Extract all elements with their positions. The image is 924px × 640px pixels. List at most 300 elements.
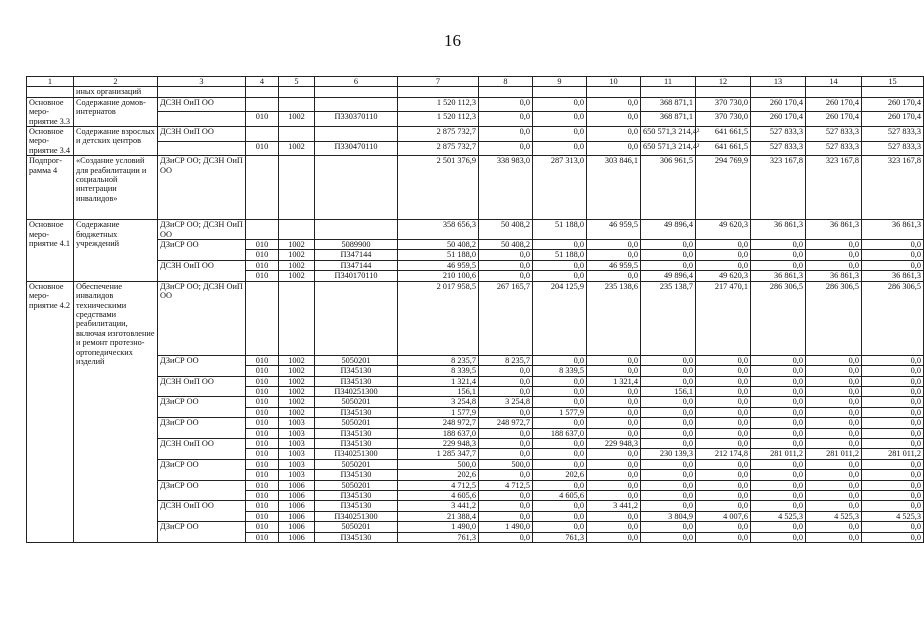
table-cell: Содержание бюджетных учреждений xyxy=(74,220,158,281)
table-cell: 260 170,4 xyxy=(806,112,862,127)
table-cell: 202,6 xyxy=(398,470,479,480)
table-cell xyxy=(27,87,74,97)
table-cell: 527 833,3 xyxy=(806,141,862,156)
table-cell: 0,0 xyxy=(479,97,533,112)
table-cell: 46 959,5 xyxy=(587,260,641,270)
table-cell: 1003 xyxy=(279,459,315,469)
table-cell: 0,0 xyxy=(479,449,533,459)
table-cell: 2 875 732,7 xyxy=(398,141,479,156)
table-cell: 0,0 xyxy=(533,141,587,156)
table-cell: 0,0 xyxy=(696,250,751,260)
table-cell: 4 007,6 xyxy=(696,511,751,521)
table-cell: 0,0 xyxy=(696,418,751,428)
table-cell: 500,0 xyxy=(479,459,533,469)
table-cell: 0,0 xyxy=(533,386,587,396)
table-cell: 1002 xyxy=(279,260,315,270)
table-cell: 0,0 xyxy=(806,386,862,396)
table-cell: 0,0 xyxy=(587,366,641,376)
table-cell: 527 833,3 xyxy=(751,127,806,142)
table-cell: «Создание условий для реабилитации и социальной интеграции инвалидов» xyxy=(74,156,158,220)
table-cell: ДЗиСР ОО xyxy=(158,522,246,543)
table-cell: 4 605,6 xyxy=(398,490,479,500)
table-cell: 0,0 xyxy=(751,480,806,490)
table-cell xyxy=(279,87,315,97)
table-cell: 0,0 xyxy=(696,366,751,376)
table-cell xyxy=(246,220,279,240)
table-row xyxy=(27,127,924,142)
table-cell: 0,0 xyxy=(806,418,862,428)
table-cell: 50 408,2 xyxy=(398,240,479,250)
table-cell: 49 620,3 xyxy=(696,271,751,281)
table-row xyxy=(27,438,924,448)
table-row xyxy=(27,97,924,112)
table-cell: 323 167,8 xyxy=(806,156,862,220)
table-cell: 188 637,0 xyxy=(533,428,587,438)
table-cell: 0,0 xyxy=(862,418,924,428)
table-cell: 5089900 xyxy=(315,240,398,250)
table-cell: 0,0 xyxy=(862,522,924,532)
table-cell: Подпрог-рамма 4 xyxy=(27,156,74,220)
table-cell: 235 138,6 xyxy=(587,281,641,355)
table-row xyxy=(27,376,924,386)
table-cell xyxy=(315,156,398,220)
table-cell: 010 xyxy=(246,522,279,532)
table-cell: 5050201 xyxy=(315,355,398,365)
table-cell xyxy=(315,281,398,355)
table-cell: 0,0 xyxy=(479,490,533,500)
table-cell: 0,0 xyxy=(479,250,533,260)
table-cell: П340251300 xyxy=(315,511,398,521)
table-cell: 0,0 xyxy=(696,428,751,438)
table-cell: 210 100,6 xyxy=(398,271,479,281)
table-cell: 294 769,9 xyxy=(696,156,751,220)
table-cell: 1002 xyxy=(279,366,315,376)
table-cell: 1 490,0 xyxy=(479,522,533,532)
table-cell: 51 188,0 xyxy=(533,220,587,240)
table-cell: ДЗиСР ОО; ДСЗН ОиП ОО xyxy=(158,220,246,240)
table-cell: 2 501 376,9 xyxy=(398,156,479,220)
table-cell: 0,0 xyxy=(806,366,862,376)
table-cell xyxy=(279,220,315,240)
table-cell: 761,3 xyxy=(398,532,479,542)
table-cell: 0,0 xyxy=(751,366,806,376)
table-cell: Содержание взрослых и детских центров xyxy=(74,127,158,156)
table-cell: 0,0 xyxy=(751,355,806,365)
table-cell: 641 661,5 xyxy=(696,127,751,142)
table-cell: 1006 xyxy=(279,511,315,521)
table-cell: 0,0 xyxy=(751,522,806,532)
table-cell: П330370110 xyxy=(315,112,398,127)
table-cell: 0,0 xyxy=(641,438,696,448)
table-row xyxy=(27,112,924,127)
header-cell: 6 xyxy=(315,77,398,87)
table-cell: 0,0 xyxy=(641,260,696,270)
header-cell: 8 xyxy=(479,77,533,87)
header-cell: 3 xyxy=(158,77,246,87)
table-cell: 0,0 xyxy=(587,97,641,112)
table-cell: 010 xyxy=(246,271,279,281)
table-cell: 0,0 xyxy=(696,407,751,417)
table-cell: 202,6 xyxy=(533,470,587,480)
table-cell: 0,0 xyxy=(587,490,641,500)
table-cell: 5050201 xyxy=(315,397,398,407)
table-cell: 0,0 xyxy=(696,438,751,448)
table-cell: 0,0 xyxy=(751,250,806,260)
table-cell: 0,0 xyxy=(751,386,806,396)
table-cell: 248 972,7 xyxy=(398,418,479,428)
table-cell: П340170110 xyxy=(315,271,398,281)
table-cell: 370 730,0 xyxy=(696,97,751,112)
table-cell: 641 661,5 xyxy=(696,141,751,156)
table-cell: 0,0 xyxy=(862,428,924,438)
table-cell: 010 xyxy=(246,407,279,417)
table-cell: П345130 xyxy=(315,366,398,376)
table-cell: 212 174,8 xyxy=(696,449,751,459)
table-cell: 0,0 xyxy=(696,260,751,270)
table-cell: 156,1 xyxy=(398,386,479,396)
header-cell: 15 xyxy=(862,77,924,87)
header-cell: 14 xyxy=(806,77,862,87)
table-cell: 8 235,7 xyxy=(398,355,479,365)
table-cell: 527 833,3 xyxy=(862,127,924,142)
table-cell: 1 520 112,3 xyxy=(398,97,479,112)
table-cell: 368 871,1 xyxy=(641,97,696,112)
table-cell xyxy=(751,87,806,97)
table-cell: 0,0 xyxy=(751,418,806,428)
table-cell: Основное меро-приятие 3.4 xyxy=(27,127,74,156)
header-cell: 4 xyxy=(246,77,279,87)
table-cell: 21 388,4 xyxy=(398,511,479,521)
table-cell: 4 605,6 xyxy=(533,490,587,500)
table-cell: ДЗиСР ОО xyxy=(158,240,246,261)
table-cell: 260 170,4 xyxy=(751,97,806,112)
table-cell: 36 861,3 xyxy=(806,220,862,240)
table-cell: 0,0 xyxy=(479,366,533,376)
table-cell: 36 861,3 xyxy=(862,220,924,240)
table-cell: 010 xyxy=(246,112,279,127)
table-cell: 49 896,4 xyxy=(641,271,696,281)
table-cell: Основное меро-приятие 4.2 xyxy=(27,281,74,542)
table-cell: 0,0 xyxy=(587,532,641,542)
table-row xyxy=(27,220,924,240)
table-cell: П345130 xyxy=(315,438,398,448)
table-row xyxy=(27,156,924,220)
table-cell: 1003 xyxy=(279,449,315,459)
table-cell xyxy=(246,281,279,355)
table-cell: 0,0 xyxy=(696,459,751,469)
table-cell: 0,0 xyxy=(587,418,641,428)
table-cell: П345130 xyxy=(315,532,398,542)
table-cell: 4 712,5 xyxy=(479,480,533,490)
table-cell: 358 656,3 xyxy=(398,220,479,240)
table-cell: 0,0 xyxy=(862,376,924,386)
table-cell: 1006 xyxy=(279,490,315,500)
table-cell: 0,0 xyxy=(641,240,696,250)
table-cell: 0,0 xyxy=(587,480,641,490)
header-cell: 2 xyxy=(74,77,158,87)
table-cell: 500,0 xyxy=(398,459,479,469)
table-cell: 0,0 xyxy=(533,97,587,112)
table-cell: 0,0 xyxy=(641,501,696,511)
table-cell: 0,0 xyxy=(587,407,641,417)
table-cell: 010 xyxy=(246,386,279,396)
header-cell: 1 xyxy=(27,77,74,87)
table-cell: 0,0 xyxy=(587,141,641,156)
table-cell: 010 xyxy=(246,366,279,376)
table-cell xyxy=(696,87,751,97)
table-cell: 010 xyxy=(246,428,279,438)
table-cell: 0,0 xyxy=(641,480,696,490)
table-cell: 0,0 xyxy=(696,490,751,500)
table-cell: 50 408,2 xyxy=(479,220,533,240)
table-cell: 0,0 xyxy=(641,366,696,376)
table-cell: 0,0 xyxy=(862,459,924,469)
table-cell xyxy=(279,97,315,112)
table-row xyxy=(27,141,924,156)
table-cell: 0,0 xyxy=(806,397,862,407)
table-cell: ДЗиСР ОО xyxy=(158,397,246,418)
table-cell: 8 235,7 xyxy=(479,355,533,365)
table-cell: 0,0 xyxy=(862,260,924,270)
table-cell: 010 xyxy=(246,376,279,386)
table-cell: 5050201 xyxy=(315,522,398,532)
table-cell: П330470110 xyxy=(315,141,398,156)
table-cell: 306 961,5 xyxy=(641,156,696,220)
table-cell: 0,0 xyxy=(587,271,641,281)
table-cell: 3 441,2 xyxy=(587,501,641,511)
table-cell: 1002 xyxy=(279,397,315,407)
table-cell: 0,0 xyxy=(806,532,862,542)
table-cell: 0,0 xyxy=(696,480,751,490)
table-cell xyxy=(246,156,279,220)
table-cell: 230 139,3 xyxy=(641,449,696,459)
table-cell: 0,0 xyxy=(641,418,696,428)
table-cell: 0,0 xyxy=(862,250,924,260)
table-cell: 3 441,2 xyxy=(398,501,479,511)
table-cell: 0,0 xyxy=(641,459,696,469)
table-cell: 1002 xyxy=(279,141,315,156)
budget-table xyxy=(26,76,924,543)
table-cell: 0,0 xyxy=(533,418,587,428)
table-cell: П345130 xyxy=(315,490,398,500)
table-cell: 51 188,0 xyxy=(398,250,479,260)
table-cell: 1002 xyxy=(279,376,315,386)
table-cell: 1002 xyxy=(279,355,315,365)
table-cell: 0,0 xyxy=(479,376,533,386)
table-cell: 0,0 xyxy=(479,501,533,511)
table-cell: Обеспечение инвалидов техническими средствами реабилитации, включая изготовление и ремонт протезно-ортопедических изделий xyxy=(74,281,158,542)
table-cell: 286 306,5 xyxy=(806,281,862,355)
table-cell: 260 170,4 xyxy=(862,112,924,127)
table-cell xyxy=(158,141,246,156)
table-cell: 0,0 xyxy=(751,240,806,250)
table-row xyxy=(27,397,924,407)
table-cell xyxy=(158,112,246,127)
table-cell xyxy=(315,87,398,97)
table-cell: ДСЗН ОиП ОО xyxy=(158,438,246,459)
table-cell: 0,0 xyxy=(641,470,696,480)
table-cell: 4 525,3 xyxy=(862,511,924,521)
table-cell: 0,0 xyxy=(533,271,587,281)
table-row xyxy=(27,522,924,532)
table-cell: 0,0 xyxy=(587,240,641,250)
table-cell: 010 xyxy=(246,260,279,270)
table-cell: 0,0 xyxy=(641,355,696,365)
table-cell xyxy=(279,127,315,142)
table-cell: 0,0 xyxy=(806,407,862,417)
table-cell: 0,0 xyxy=(479,438,533,448)
table-cell: 0,0 xyxy=(641,250,696,260)
header-cell: 11 xyxy=(641,77,696,87)
table-cell: 0,0 xyxy=(806,260,862,270)
table-cell: 0,0 xyxy=(641,407,696,417)
table-cell: 650 571,3 214,4² xyxy=(641,127,696,142)
table-cell: ДСЗН ОиП ОО xyxy=(158,260,246,281)
table-cell: 46 959,5 xyxy=(587,220,641,240)
table-cell: 0,0 xyxy=(479,532,533,542)
table-cell: 1003 xyxy=(279,418,315,428)
table-cell: 0,0 xyxy=(641,376,696,386)
table-cell: 248 972,7 xyxy=(479,418,533,428)
table-cell xyxy=(315,127,398,142)
table-cell: 4 525,3 xyxy=(806,511,862,521)
table-cell: 0,0 xyxy=(587,112,641,127)
table-cell: 2 017 958,5 xyxy=(398,281,479,355)
table-cell: 8 339,5 xyxy=(533,366,587,376)
table-cell: 1003 xyxy=(279,438,315,448)
table-cell xyxy=(587,87,641,97)
table-cell: 010 xyxy=(246,355,279,365)
table-cell: 0,0 xyxy=(806,501,862,511)
table-cell: 0,0 xyxy=(533,459,587,469)
table-cell: 0,0 xyxy=(533,112,587,127)
table-cell: ДЗиСР ОО; ДСЗН ОиП ОО xyxy=(158,156,246,220)
table-cell: 49 620,3 xyxy=(696,220,751,240)
table-cell: 235 138,7 xyxy=(641,281,696,355)
table-cell: 323 167,8 xyxy=(751,156,806,220)
table-cell: П345130 xyxy=(315,501,398,511)
table-cell: 0,0 xyxy=(806,470,862,480)
table-cell: 50 408,2 xyxy=(479,240,533,250)
table-cell: 1003 xyxy=(279,470,315,480)
table-cell: 1006 xyxy=(279,480,315,490)
table-cell: 36 861,3 xyxy=(751,271,806,281)
table-cell: 527 833,3 xyxy=(751,141,806,156)
table-cell: 8 339,5 xyxy=(398,366,479,376)
table-cell: 0,0 xyxy=(696,470,751,480)
table-cell: 286 306,5 xyxy=(862,281,924,355)
table-cell: 51 188,0 xyxy=(533,250,587,260)
table-cell: 0,0 xyxy=(479,127,533,142)
page-number: 16 xyxy=(444,31,461,50)
table-cell: 0,0 xyxy=(533,501,587,511)
table-cell: 0,0 xyxy=(533,397,587,407)
table-cell: 1 490,0 xyxy=(398,522,479,532)
table-cell: 010 xyxy=(246,459,279,469)
table-cell: 0,0 xyxy=(479,271,533,281)
table-cell: 46 959,5 xyxy=(398,260,479,270)
table-cell: 0,0 xyxy=(696,522,751,532)
table-cell: 0,0 xyxy=(479,112,533,127)
table-cell: 281 011,2 xyxy=(751,449,806,459)
table-cell: 0,0 xyxy=(806,522,862,532)
table-cell: 0,0 xyxy=(806,438,862,448)
table-cell: 650 571,3 214,4² xyxy=(641,141,696,156)
table-cell: 260 170,4 xyxy=(751,112,806,127)
table-cell: 0,0 xyxy=(587,449,641,459)
table-cell: 3 254,8 xyxy=(398,397,479,407)
table-cell: 0,0 xyxy=(862,490,924,500)
table-cell: 1 321,4 xyxy=(398,376,479,386)
table-cell: 1002 xyxy=(279,240,315,250)
table-cell: 010 xyxy=(246,511,279,521)
table-cell: 0,0 xyxy=(479,141,533,156)
table-cell: 010 xyxy=(246,532,279,542)
table-cell: 0,0 xyxy=(751,397,806,407)
table-cell: 0,0 xyxy=(479,428,533,438)
table-cell: 0,0 xyxy=(806,480,862,490)
table-cell: 36 861,3 xyxy=(751,220,806,240)
table-cell: 4 712,5 xyxy=(398,480,479,490)
table-cell: 0,0 xyxy=(862,470,924,480)
table-cell: 1006 xyxy=(279,522,315,532)
table-cell: 1006 xyxy=(279,501,315,511)
table-cell: 0,0 xyxy=(751,260,806,270)
table-cell: 0,0 xyxy=(479,470,533,480)
table-cell: 1 520 112,3 xyxy=(398,112,479,127)
table-cell: ДСЗН ОиП ОО xyxy=(158,376,246,397)
table-cell: 010 xyxy=(246,501,279,511)
table-cell: 0,0 xyxy=(751,501,806,511)
table-cell: Основное меро-приятие 3.3 xyxy=(27,97,74,126)
table-row xyxy=(27,355,924,365)
table-cell: 0,0 xyxy=(533,449,587,459)
table-cell: 281 011,2 xyxy=(862,449,924,459)
table-cell: 1 577,9 xyxy=(533,407,587,417)
table-cell: 156,1 xyxy=(641,386,696,396)
table-cell xyxy=(641,87,696,97)
table-cell: 0,0 xyxy=(862,480,924,490)
table-cell: 204 125,9 xyxy=(533,281,587,355)
table-cell xyxy=(279,281,315,355)
table-cell: 1002 xyxy=(279,271,315,281)
table-cell: 527 833,3 xyxy=(806,127,862,142)
table-cell: 0,0 xyxy=(806,376,862,386)
table-cell: 229 948,3 xyxy=(587,438,641,448)
table-cell: 0,0 xyxy=(806,250,862,260)
table-cell: 0,0 xyxy=(587,127,641,142)
table-cell: 0,0 xyxy=(479,386,533,396)
table-cell: 010 xyxy=(246,418,279,428)
table-cell: 370 730,0 xyxy=(696,112,751,127)
table-cell: 010 xyxy=(246,397,279,407)
table-cell: 1006 xyxy=(279,532,315,542)
table-cell: ДСЗН ОиП ОО xyxy=(158,501,246,522)
table-cell: П345130 xyxy=(315,376,398,386)
table-cell xyxy=(315,97,398,112)
table-cell: 0,0 xyxy=(641,397,696,407)
table-cell: 1002 xyxy=(279,407,315,417)
table-cell: 1 577,9 xyxy=(398,407,479,417)
table-cell: 0,0 xyxy=(533,480,587,490)
table-cell: П340251300 xyxy=(315,449,398,459)
table-cell: 010 xyxy=(246,438,279,448)
table-cell: 0,0 xyxy=(533,522,587,532)
table-row xyxy=(27,87,924,97)
table-cell: 010 xyxy=(246,480,279,490)
table-cell: 5050201 xyxy=(315,418,398,428)
table-cell: 260 170,4 xyxy=(806,97,862,112)
